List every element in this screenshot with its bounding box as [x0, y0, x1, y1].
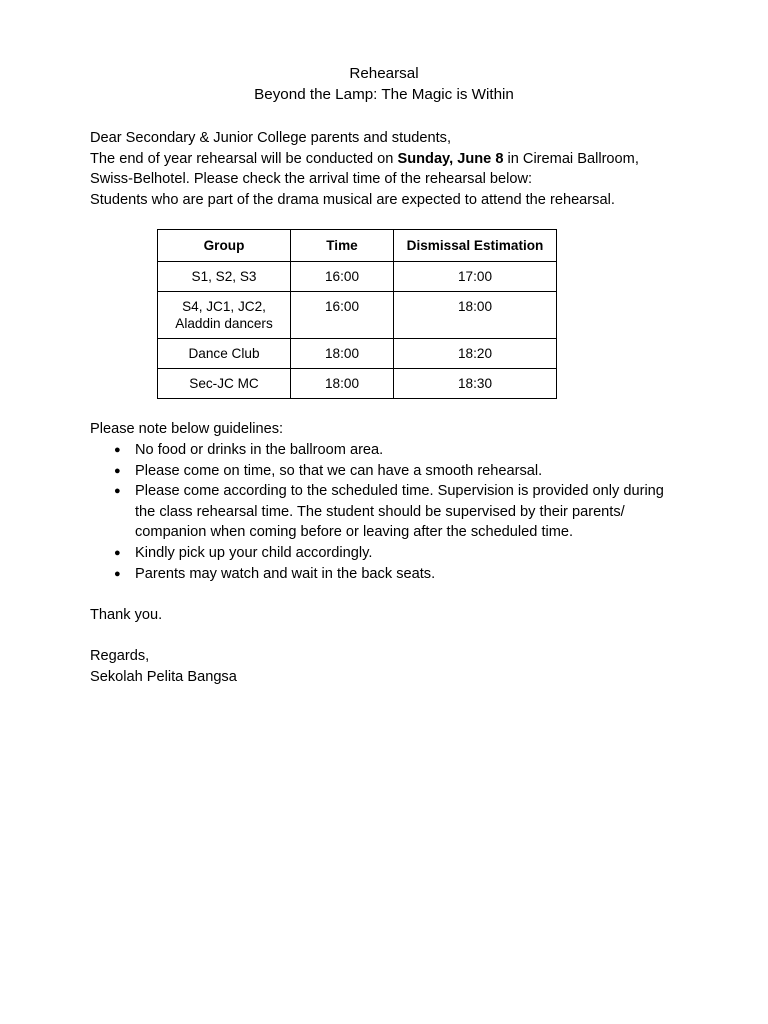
list-item-text: Please come on time, so that we can have a smooth rehearsal. — [135, 462, 543, 479]
attendance-line: Students who are part of the drama musical are expected to attend the rehearsal. — [90, 191, 615, 208]
date-line-suffix: in Ciremai Ballroom, — [503, 150, 639, 167]
guidelines-section — [90, 419, 678, 584]
cell-dismissal: 18:20 — [394, 339, 557, 369]
cell-group: S4, JC1, JC2, Aladdin dancers — [158, 292, 291, 339]
list-item-text: No food or drinks in the ballroom area. — [135, 441, 384, 458]
header-dismissal: Dismissal Estimation — [394, 230, 557, 262]
list-item-text: Kindly pick up your child accordingly. — [135, 544, 373, 561]
list-item-text: Please come according to the scheduled time. Supervision is provided only during the class rehearsal time. The student should be supervised by their parents/ companion when coming before or leaving after the scheduled time. — [135, 483, 664, 541]
cell-group: S1, S2, S3 — [158, 262, 291, 292]
closing-section — [90, 605, 678, 687]
header-group: Group — [158, 230, 291, 262]
cell-dismissal: 18:00 — [394, 292, 557, 339]
cell-time: 18:00 — [291, 339, 394, 369]
cell-time: 16:00 — [291, 262, 394, 292]
table-header-row — [158, 230, 557, 262]
list-item — [90, 481, 678, 543]
cell-group: Dance Club — [158, 339, 291, 369]
spacer — [90, 626, 678, 647]
table-row — [158, 262, 557, 292]
schedule-table — [157, 229, 557, 399]
list-item — [90, 440, 678, 461]
table-row — [158, 339, 557, 369]
document-subtitle: Beyond the Lamp: The Magic is Within — [254, 86, 514, 103]
cell-group: Sec-JC MC — [158, 369, 291, 399]
cell-dismissal: 18:30 — [394, 369, 557, 399]
table-row — [158, 369, 557, 399]
document-page — [90, 63, 678, 688]
regards-line: Regards, — [90, 648, 150, 665]
guidelines-list — [90, 440, 678, 584]
list-item — [90, 461, 678, 482]
bullet-icon: ● — [114, 485, 121, 498]
rehearsal-date-line — [90, 149, 678, 170]
cell-time: 18:00 — [291, 369, 394, 399]
bullet-icon: ● — [114, 567, 121, 580]
cell-time: 16:00 — [291, 292, 394, 339]
intro-paragraph — [90, 128, 678, 210]
greeting-line: Dear Secondary & Junior College parents and students, — [90, 130, 452, 146]
signature-line: Sekolah Pelita Bangsa — [90, 668, 237, 685]
list-item-text: Parents may watch and wait in the back seats. — [135, 565, 436, 582]
header-time: Time — [291, 230, 394, 262]
cell-dismissal: 17:00 — [394, 262, 557, 292]
bullet-icon: ● — [114, 464, 121, 477]
venue-line: Swiss-Belhotel. Please check the arrival time of the rehearsal below: — [90, 171, 533, 188]
bullet-icon: ● — [114, 443, 121, 456]
date-line-prefix: The end of year rehearsal will be conducted on — [90, 150, 398, 167]
table-row — [158, 292, 557, 339]
document-title: Rehearsal — [349, 65, 419, 82]
list-item — [90, 564, 678, 585]
list-item — [90, 543, 678, 564]
guidelines-heading: Please note below guidelines: — [90, 421, 284, 438]
bullet-icon: ● — [114, 546, 121, 559]
thank-you-line: Thank you. — [90, 607, 163, 624]
rehearsal-date: Sunday, June 8 — [397, 150, 504, 167]
title-block — [90, 63, 678, 105]
